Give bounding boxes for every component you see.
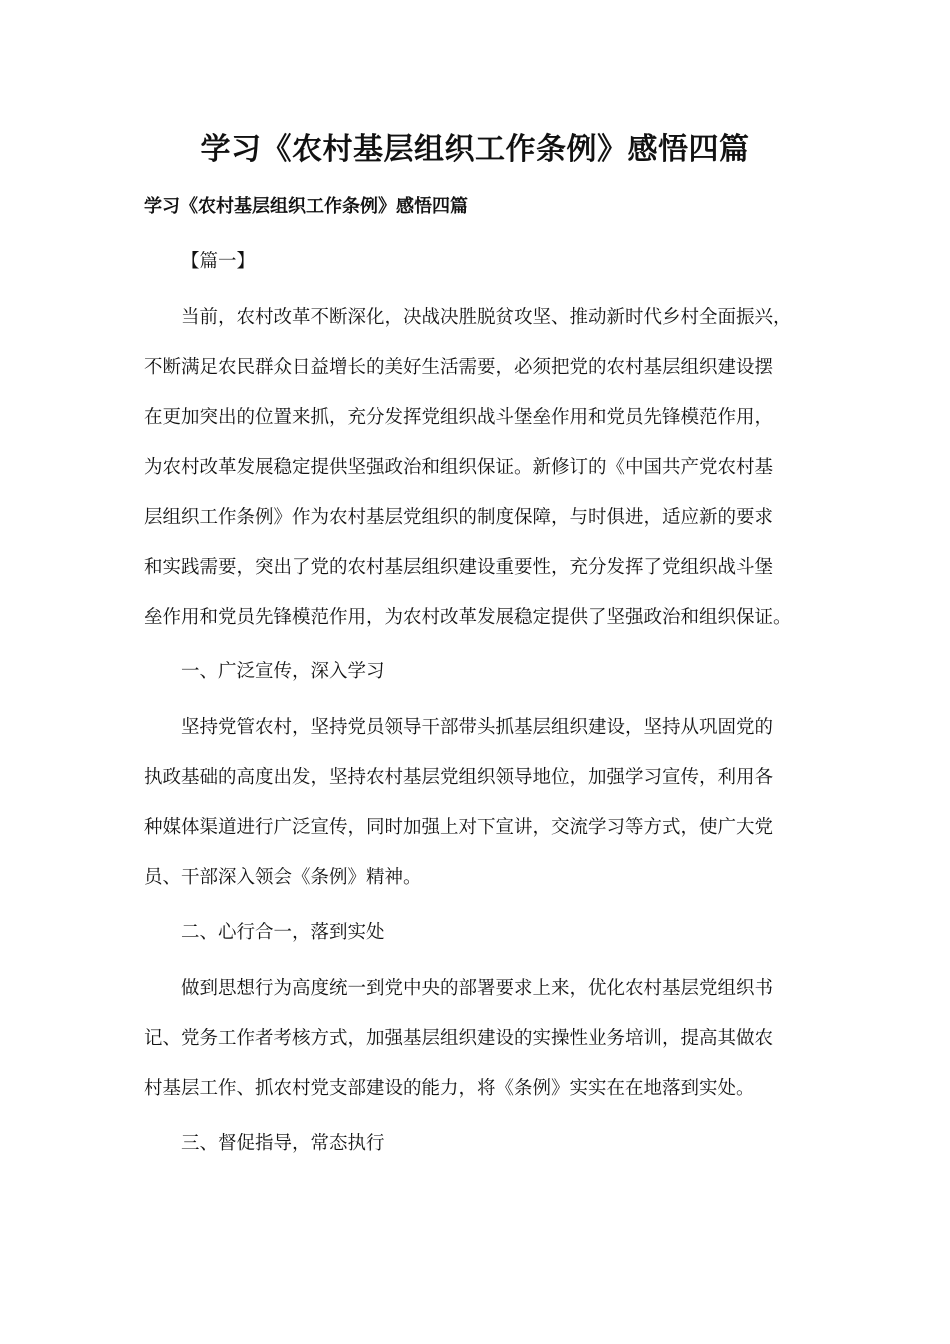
part-label: 【篇一】 xyxy=(181,251,256,272)
paragraph-line: 员、干部深入领会《条例》精神。 xyxy=(144,867,422,888)
document-title: 学习《农村基层组织工作条例》感悟四篇 xyxy=(200,132,750,167)
intro-paragraph xyxy=(144,293,804,643)
paragraph-line: 和实践需要，突出了党的农村基层组织建设重要性，充分发挥了党组织战斗堡 xyxy=(144,557,774,578)
document-subtitle: 学习《农村基层组织工作条例》感悟四篇 xyxy=(144,196,468,217)
paragraph-line: 种媒体渠道进行广泛宣传，同时加强上对下宣讲，交流学习等方式，使广大党 xyxy=(144,817,774,838)
section-2-paragraph xyxy=(144,964,804,1114)
paragraph-line: 为农村改革发展稳定提供坚强政治和组织保证。新修订的《中国共产党农村基 xyxy=(144,457,774,478)
paragraph-line: 村基层工作、抓农村党支部建设的能力，将《条例》实实在在地落到实处。 xyxy=(144,1078,755,1099)
paragraph-line: 执政基础的高度出发，坚持农村基层党组织领导地位，加强学习宣传，利用各 xyxy=(144,767,774,788)
paragraph-line: 坚持党管农村，坚持党员领导干部带头抓基层组织建设，坚持从巩固党的 xyxy=(181,717,774,738)
paragraph-line: 层组织工作条例》作为农村基层党组织的制度保障，与时俱进，适应新的要求 xyxy=(144,507,774,528)
section-heading-2: 二、心行合一，落到实处 xyxy=(181,922,385,943)
section-heading-3: 三、督促指导，常态执行 xyxy=(181,1133,385,1154)
section-1-paragraph xyxy=(144,703,804,903)
paragraph-line: 当前，农村改革不断深化，决战决胜脱贫攻坚、推动新时代乡村全面振兴， xyxy=(181,307,792,328)
paragraph-line: 记、党务工作者考核方式，加强基层组织建设的实操性业务培训，提高其做农 xyxy=(144,1028,774,1049)
paragraph-line: 在更加突出的位置来抓，充分发挥党组织战斗堡垒作用和党员先锋模范作用， xyxy=(144,407,774,428)
section-heading-1: 一、广泛宣传，深入学习 xyxy=(181,661,385,682)
paragraph-line: 做到思想行为高度统一到党中央的部署要求上来，优化农村基层党组织书 xyxy=(181,978,774,999)
paragraph-line: 垒作用和党员先锋模范作用，为农村改革发展稳定提供了坚强政治和组织保证。 xyxy=(144,607,792,628)
paragraph-line: 不断满足农民群众日益增长的美好生活需要，必须把党的农村基层组织建设摆 xyxy=(144,357,774,378)
